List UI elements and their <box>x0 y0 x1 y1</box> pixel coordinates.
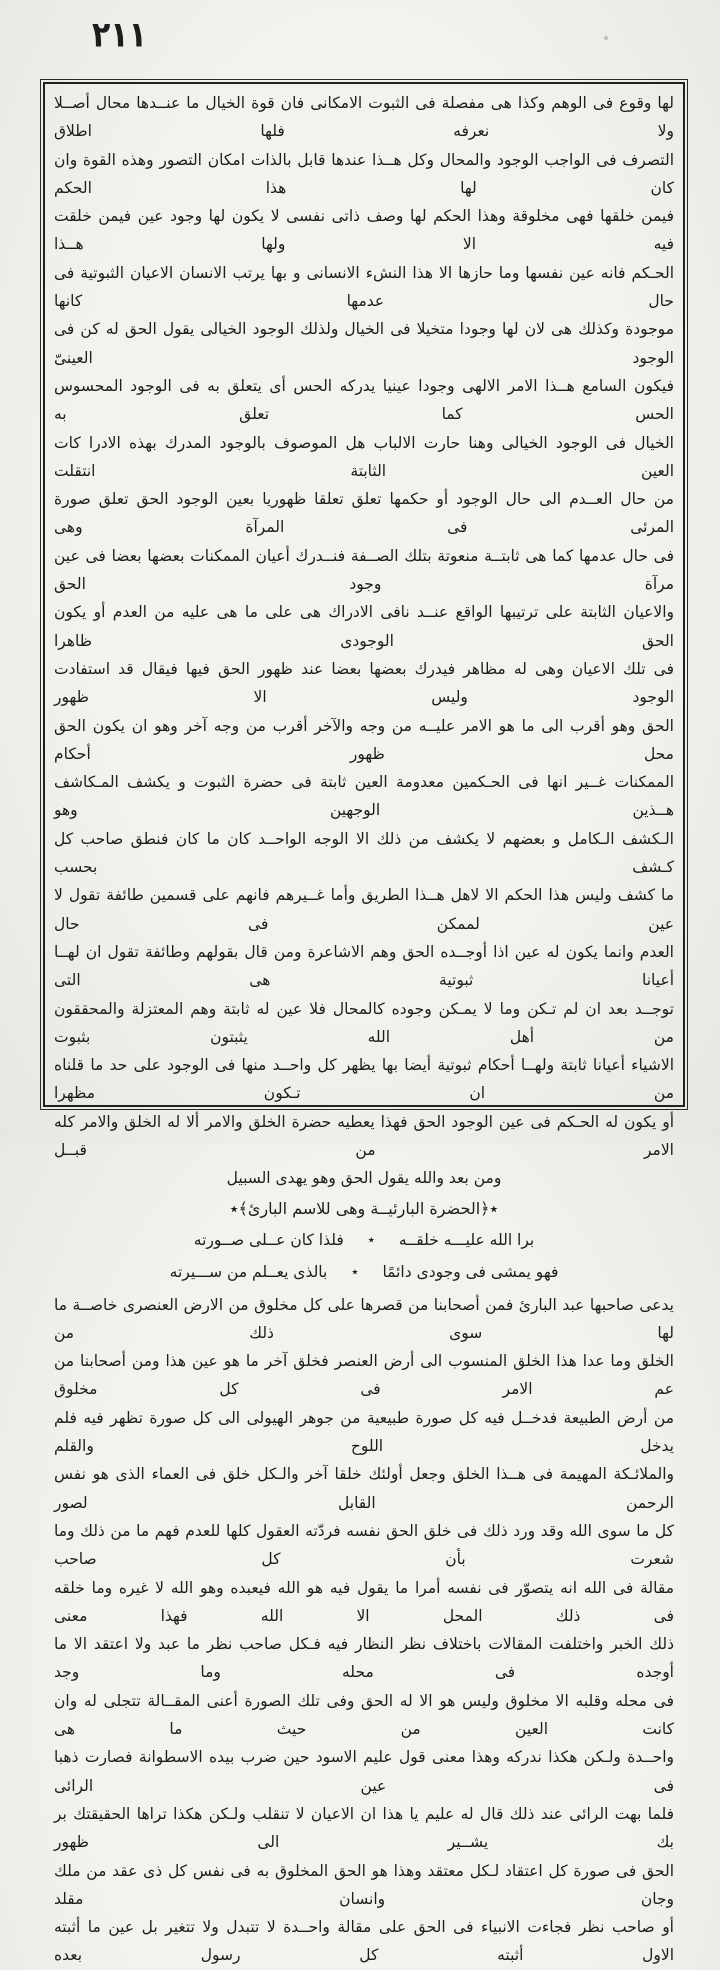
text-line: فيكون السامع هــذا الامر الالهى وجودا عينيا يدركه الحس أى يتعلق به فى الوجود المحسوس الحس كما تعلق به <box>54 376 674 424</box>
text-line: أو يكون له الحـكم فى عين الوجود الحق فهذا يعطيه حضرة الخلق والامر ألا له الخلق والامر كله الامر من قبــل <box>54 1112 674 1159</box>
text-line: كل ما سوى الله وقد ورد ذلك فى خلق الحق نفسه فردّته العقول كلها للعدم فهم ما من ذلك وما شعرت بأن كل صاحب <box>54 1521 674 1569</box>
text-line: مقالة فى الله انه يتصوّر فى نفسه أمرا ما يقول فيه هو الله فيعبده وهو الله لا غيره وما خلقه فى ذلك المحل الا الله فهذا معنى <box>54 1578 674 1625</box>
hemistich-first: فهو يمشى فى وجودى دائمًا <box>382 1262 559 1281</box>
text-line: لها وقوع فى الوهم وكذا هى مفصلة فى الثبوت الامكانى فان قوة الخيال ما عنــدها محال أصــلا ولا نعرفه فلها اطلاق <box>54 94 674 141</box>
text-line: العدم وانما يكون له عين اذا أوجــده الحق وهم الاشاعرة ومن قال بقولهم وطائفة تقول ان لهــا أعيانا ثبوتية هى التى <box>54 942 674 990</box>
hemistich-second: بالذى يعــلم من ســـيرته <box>169 1262 328 1281</box>
text-line: واحــدة ولـكن هكذا ندركه وهذا معنى قول عليم الاسود حين ضرب بيده الاسطوانة فصارت ذهبا فى عين الرائى <box>54 1748 674 1795</box>
text-column <box>43 82 685 1965</box>
section-closing-line: ومن بعد والله يقول الحق وهو يهدى السبيل <box>226 1169 502 1188</box>
page-number: ٢١١ <box>92 14 147 57</box>
text-line: التصرف فى الواجب الوجود والمحال وكل هــذا عندها قابل بالذات امكان التصور وهذه القوة وان كان لها هذا الحكم <box>54 150 674 197</box>
scan-speck <box>604 36 608 40</box>
text-line: الممكنات غــير انها فى الحـكمين معدومة العين ثابتة فى حضرة الثبوت و يكشف المـكاشف هــذين الوجهين وهو <box>54 773 674 820</box>
poem-verse <box>54 1257 674 1289</box>
text-line: الاشياء أعيانا ثابتة ولهــا أحكام ثبوتية أيضا بها يظهر كل واحــد منها فى الوجود على حد ما قلناه من ان تـكون مظهرا <box>54 1056 674 1103</box>
hemistich-first: برا الله عليـــه خلقــه <box>398 1230 535 1249</box>
text-line: والاعيان الثابتة على ترتيبها الواقع عنــد نافى الادراك هى على ما هى عليه من العدم أو يكون الحق الوجودى ظاهرا <box>54 603 674 650</box>
text-line: توجــد بعد ان لم تـكن وما لا يمـكن وجوده كالمحال فلا عين له ثابتة وهم المعتزلة والمحققون من أهل الله يثبتون بثبوت <box>54 999 674 1046</box>
text-line: فى تلك الاعيان وهى له مظاهر فيدرك بعضها بعضا عند ظهور الحق فيها فيقال قد استفادت الوجود وليس الا ظهور <box>54 659 674 707</box>
text-line: فلما بهت الرائى عند ذلك قال له عليم يا هذا ان الاعيان لا تنقلب ولـكن هكذا تراها الحقيقتك بر بك يشــير الى ظهور <box>54 1804 674 1852</box>
section-heading: ٭﴿الحضرة البارئيــة وهى للاسم البارئ﴾٭ <box>229 1198 499 1218</box>
text-line: من أرض الطبيعة فدخــل فيه كل صورة طبيعية من جوهر الهيولى الى كل صورة تظهر فيه فلم يدخل اللوح والقلم <box>54 1408 674 1456</box>
text-line: أو صاحب نظر فجاءت الانبياء فى الحق على مقالة واحــدة لا تتبدل ولا تتغير بل عين ما أثبته الاول أثبته كل رسول بعده <box>54 1918 674 1965</box>
poem <box>54 1225 674 1289</box>
text-line: الخلق وما عدا هذا الخلق المنسوب الى أرض العنصر فخلق آخر ما هو عين هذا ومن أصحابنا من عم الامر فى كل مخلوق <box>54 1352 674 1399</box>
text-line: الحق فى صورة كل اعتقاد لـكل معتقد وهذا هو الحق المخلوق به فى نفس كل ذى عقد من ملك وجان وانسان مقلد <box>54 1861 674 1908</box>
hemistich-second: فلذا كان عــلى صــورته <box>193 1230 344 1249</box>
text-line: فيمن خلقها فهى مخلوقة وهذا الحكم لها وصف ذاتى نفسى لا يكون لها وجود عين فيمن خلقت فيه الا ولها هــذا <box>54 207 674 254</box>
page-frame <box>40 79 688 1965</box>
text-line: ما كشف وليس هذا الحكم الا لاهل هــذا الطريق وأما غــيرهم فانهم على قسمين طائفة تقول لا عين لممكن فى حال <box>54 886 674 933</box>
verse-separator-icon: ٭ <box>367 1232 375 1248</box>
text-line: من حال العــدم الى حال الوجود أو حكمها تعلق تعلقا ظهوريا بعين الوجود الحق تعلق صورة المرئى فى المرآة وهى <box>54 490 674 537</box>
text-line: موجودة وكذلك هى لان لها وجودا متخيلا فى الخيال ولذلك الوجود الخيالى يقول الحق له كن فى الوجود العينىّ <box>54 320 674 367</box>
poem-verse <box>54 1225 674 1257</box>
text-line: الحـكم فانه عين نفسها وما حازها الا هذا النشء الانسانى و بها يرتب الانسان الاعيان الثبوتية فى حال عدمها كانها <box>54 263 674 311</box>
text-line: فى حال عدمها كما هى ثابتــة منعوتة بتلك الصــفة فنــدرك أعيان الممكنات بعضها بعضا فى عين مرآة وجود الحق <box>54 546 674 594</box>
text-line: فى محله وقلبه الا مخلوق وليس هو الا له الحق وفى تلك الصورة أعنى المقــالة تتجلى له وان كانت العين من حيث ما هى <box>54 1691 674 1739</box>
verse-separator-icon: ٭ <box>351 1264 359 1280</box>
text-line: الخيال فى الوجود الخيالى وهنا حارت الالباب هل الموصوف بالوجود المدرك بهذه الادرا كات العين الثابتة انتقلت <box>54 433 674 480</box>
text-line: يدعى صاحبها عبد البارئ فمن أصحابنا من قصرها على كل مخلوق من الارض العنصرى خاصــة ما لها سوى ذلك من <box>54 1295 674 1342</box>
text-line: الـكشف الـكامل و بعضهم لا يكشف من ذلك الا الوجه الواحــد كان ما كان فنطق صاحب كل كـشف بحسب <box>54 829 674 877</box>
text-line: الحق وهو أقرب الى ما هو الامر عليــه من وجه والآخر أقرب من وجه آخر وهو ان يكون الحق محل ظهور أحكام <box>54 716 674 763</box>
text-line: والملائـكة المهيمة فى هــذا الخلق وجعل أولئك خلقا آخر والـكل خلق فى العماء الذى هو نفس الرحمن القابل لصور <box>54 1465 674 1512</box>
text-line: ذلك الخبر واختلفت المقالات باختلاف نظر النظار فيه فـكل صاحب نظر ما عبد ولا اعتقد الا ما أوجده فى محله وما وجد <box>54 1635 674 1682</box>
